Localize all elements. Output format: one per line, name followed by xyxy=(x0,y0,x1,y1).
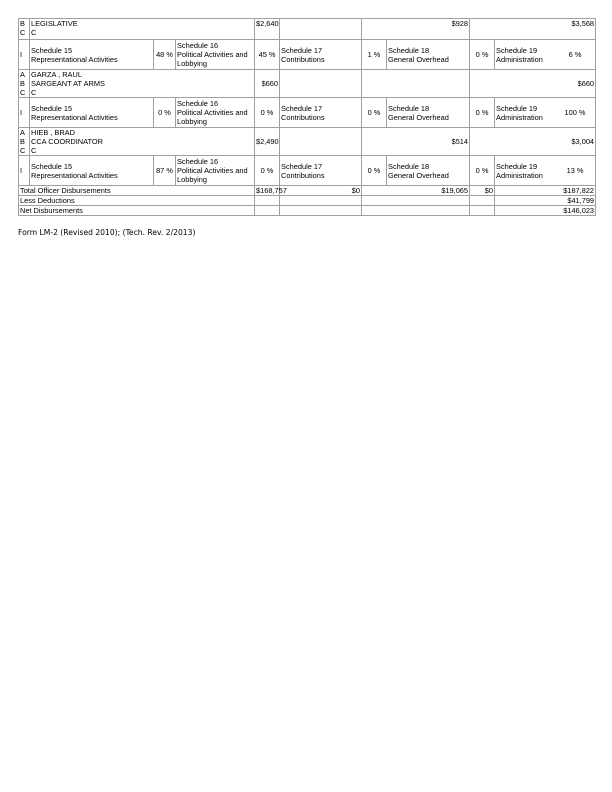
schedule-17-percent: 0 % xyxy=(362,156,387,186)
officer-col1: $660 xyxy=(255,70,280,98)
officer-identity xyxy=(30,70,255,98)
officer-title: LEGISLATIVE xyxy=(31,19,78,28)
officer-name: GARZA , RAUL xyxy=(31,70,82,79)
officer-disbursements-table xyxy=(18,18,596,216)
officer-col1: $2,490 xyxy=(255,128,280,156)
officer-col2 xyxy=(280,128,362,156)
total-officer-row xyxy=(19,186,596,196)
total-officer-col1: $168,757 xyxy=(256,186,287,195)
net-disbursements-total: $146,023 xyxy=(495,206,596,216)
officer-total: $660 xyxy=(470,70,596,98)
less-deductions-label: Less Deductions xyxy=(19,196,255,206)
schedule-prefix: I xyxy=(19,98,30,128)
schedule-16-percent: 0 % xyxy=(255,98,280,128)
schedule-17-percent: 0 % xyxy=(362,98,387,128)
officer-identity xyxy=(30,19,255,40)
schedule-15-percent: 0 % xyxy=(154,98,176,128)
schedule-15-cell: Schedule 15 Representational Activities xyxy=(30,40,154,70)
officer-col1: $2,640 xyxy=(255,19,280,40)
schedule-17-cell: Schedule 17 Contributions xyxy=(280,40,362,70)
schedule-19-percent: 100 % xyxy=(564,108,586,117)
officer-codes: A B C xyxy=(19,128,30,156)
schedule-17-cell: Schedule 17 Contributions xyxy=(280,156,362,186)
officer-extra: C xyxy=(31,28,37,37)
total-officer-col2: $0 xyxy=(280,186,362,196)
schedule-19-cell: Schedule 19 Administration 6 % xyxy=(495,40,596,70)
schedule-18-percent: 0 % xyxy=(470,98,495,128)
total-officer-total: $187,822 xyxy=(495,186,596,196)
schedule-19-cell: Schedule 19 Administration 100 % xyxy=(495,98,596,128)
officer-col3 xyxy=(362,70,470,98)
officer-row xyxy=(19,19,596,40)
officer-row xyxy=(19,70,596,98)
officer-extra: C xyxy=(31,88,37,97)
less-deductions-row xyxy=(19,196,596,206)
schedule-allocation-row xyxy=(19,156,596,186)
disbursements-sheet xyxy=(18,18,595,216)
officer-total: $3,568 xyxy=(470,19,596,40)
officer-codes: B C xyxy=(19,19,30,40)
schedule-15-percent: 48 % xyxy=(154,40,176,70)
officer-row xyxy=(19,128,596,156)
schedule-19-cell: Schedule 19 Administration 13 % xyxy=(495,156,596,186)
total-officer-col4: $0 xyxy=(470,186,495,196)
officer-title: CCA COORDINATOR xyxy=(31,137,103,146)
officer-title: SARGEANT AT ARMS xyxy=(31,79,105,88)
officer-extra: C xyxy=(31,146,37,155)
schedule-15-percent: 87 % xyxy=(154,156,176,186)
net-disbursements-row xyxy=(19,206,596,216)
officer-col3: $514 xyxy=(362,128,470,156)
schedule-16-cell: Schedule 16 Political Activities and Lobbying xyxy=(176,98,255,128)
schedule-19-percent: 6 % xyxy=(568,50,582,59)
form-revision-note: Form LM-2 (Revised 2010); (Tech. Rev. 2/2013) xyxy=(18,228,196,237)
schedule-17-percent: 1 % xyxy=(362,40,387,70)
total-officer-col3: $19,065 xyxy=(362,186,470,196)
officer-col2 xyxy=(280,70,362,98)
officer-name: HIEB , BRAD xyxy=(31,128,75,137)
officer-identity xyxy=(30,128,255,156)
schedule-16-cell: Schedule 16 Political Activities and Lobbying xyxy=(176,40,255,70)
schedule-16-percent: 0 % xyxy=(255,156,280,186)
officer-total: $3,004 xyxy=(470,128,596,156)
schedule-18-cell: Schedule 18 General Overhead xyxy=(387,98,470,128)
schedule-16-percent: 45 % xyxy=(255,40,280,70)
schedule-prefix: I xyxy=(19,156,30,186)
schedule-17-cell: Schedule 17 Contributions xyxy=(280,98,362,128)
less-deductions-total: $41,799 xyxy=(495,196,596,206)
schedule-allocation-row xyxy=(19,98,596,128)
schedule-prefix: I xyxy=(19,40,30,70)
schedule-16-cell: Schedule 16 Political Activities and Lobbying xyxy=(176,156,255,186)
schedule-18-percent: 0 % xyxy=(470,40,495,70)
officer-codes: A B C xyxy=(19,70,30,98)
officer-col3: $928 xyxy=(362,19,470,40)
schedule-18-cell: Schedule 18 General Overhead xyxy=(387,40,470,70)
total-officer-label: Total Officer Disbursements xyxy=(19,186,255,196)
schedule-15-cell: Schedule 15 Representational Activities xyxy=(30,98,154,128)
schedule-18-cell: Schedule 18 General Overhead xyxy=(387,156,470,186)
schedule-18-percent: 0 % xyxy=(470,156,495,186)
schedule-allocation-row xyxy=(19,40,596,70)
officer-col2 xyxy=(280,19,362,40)
net-disbursements-label: Net Disbursements xyxy=(19,206,255,216)
schedule-15-cell: Schedule 15 Representational Activities xyxy=(30,156,154,186)
schedule-19-percent: 13 % xyxy=(566,166,584,175)
